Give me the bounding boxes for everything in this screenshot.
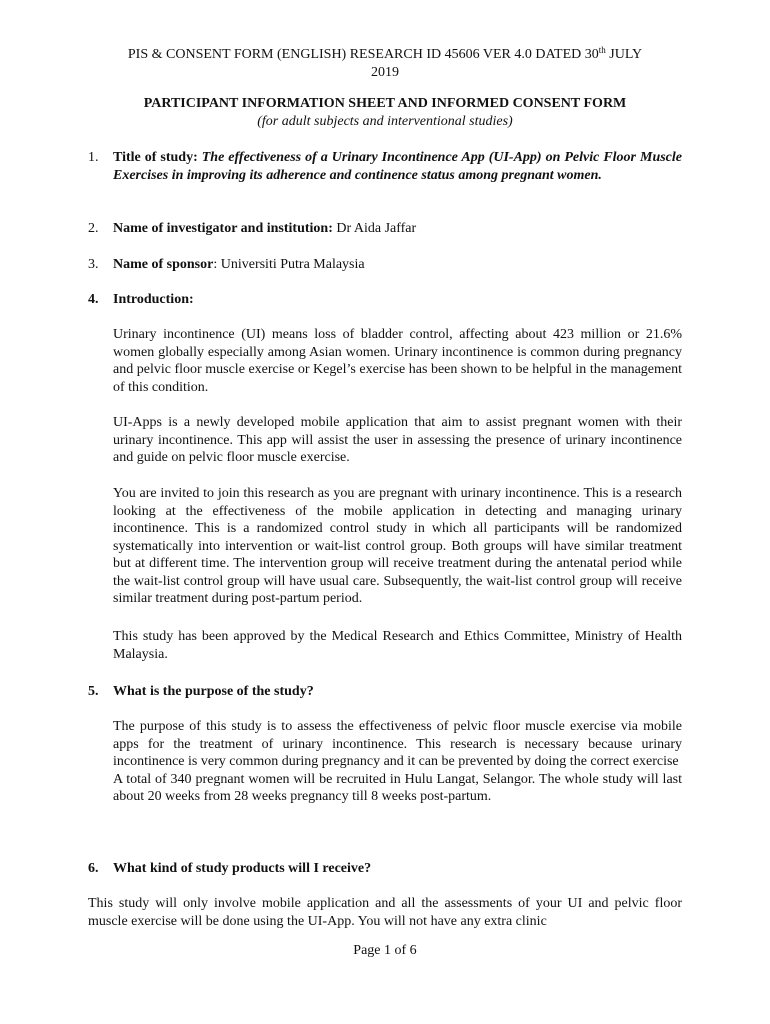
section-sponsor	[88, 256, 682, 274]
header-line1-text: PIS & CONSENT FORM (ENGLISH) RESEARCH ID 45606 VER 4.0 DATED 30	[127, 47, 599, 62]
section-body	[113, 220, 682, 238]
introduction-paragraph: Urinary incontinence (UI) means loss of bladder control, affecting about 423 million or 21.6% women globally especially among Asian women. Urinary incontinence is common during pregnancy and pelvic floor muscle exercise or Kegel’s exercise has been shown to be helpful in the management of this condition.	[113, 327, 682, 395]
section-number: 1.	[88, 150, 99, 165]
investigator-label: Name of investigator and institution:	[113, 221, 333, 236]
header-line2: 2019	[371, 65, 399, 80]
header-line1-end: JULY	[605, 47, 643, 62]
section-number: 6.	[88, 861, 99, 876]
section-number: 3.	[88, 257, 99, 272]
purpose-paragraph: The purpose of this study is to assess the effectiveness of pelvic floor muscle exercise via mobile apps for the treatment of urinary incontinence. This research is necessary because urinary incontinence is very common during pregnancy and it can be prevented by doing the correct exercise	[113, 719, 682, 769]
study-title-label: Title of study:	[113, 150, 198, 165]
header-superscript: th	[598, 45, 606, 55]
introduction-paragraph: UI-Apps is a newly developed mobile application that aim to assist pregnant women with their urinary incontinence. This app will assist the user in assessing the presence of urinary incontinence and guide on pelvic floor muscle exercise.	[113, 415, 682, 465]
products-paragraph: This study will only involve mobile application and all the assessments of your UI and pelvic floor muscle exercise will be done using the UI-App. You will not have any extra clinic	[88, 896, 682, 929]
section-study-title	[88, 149, 682, 184]
sponsor-value: : Universiti Putra Malaysia	[213, 257, 365, 272]
section-body	[113, 149, 682, 184]
introduction-paragraph: You are invited to join this research as you are pregnant with urinary incontinence. This is a research looking at the effectiveness of the mobile application in detecting and managing urinary incontinence. This is a randomized control study in which all participants will be randomized systematically into intervention or wait-list control group. Both groups will have similar treatment but at different time. The intervention group will receive treatment during the antenatal period while the wait-list control group will have usual care. Subsequently, the wait-list control group will receive similar treatment during post-partum period.	[113, 486, 682, 606]
investigator-value: Dr Aida Jaffar	[336, 221, 417, 236]
study-title-value: The effectiveness of a Urinary Incontinence App (UI-App) on Pelvic Floor Muscle Exercises in improving its adherence and continence status among pregnant women.	[113, 150, 683, 183]
products-heading: What kind of study products will I receive?	[113, 861, 372, 876]
section-introduction-heading	[88, 291, 682, 309]
section-body	[113, 256, 682, 274]
purpose-paragraph: A total of 340 pregnant women will be recruited in Hulu Langat, Selangor. The whole study will last about 20 weeks from 28 weeks pregnancy till 8 weeks post-partum.	[113, 771, 682, 804]
section-purpose-heading	[88, 683, 682, 701]
sponsor-label: Name of sponsor	[113, 257, 214, 272]
introduction-paragraph: This study has been approved by the Medical Research and Ethics Committee, Ministry of Health Malaysia.	[113, 629, 682, 662]
introduction-heading: Introduction:	[113, 292, 194, 307]
purpose-text	[113, 718, 682, 806]
section-number: 2.	[88, 221, 99, 236]
section-investigator	[88, 220, 682, 238]
section-products-heading	[88, 860, 682, 878]
section-number: 5.	[88, 684, 99, 699]
purpose-heading: What is the purpose of the study?	[113, 684, 314, 699]
page-number-footer: Page 1 of 6	[353, 943, 417, 958]
page-title: PARTICIPANT INFORMATION SHEET AND INFORMED CONSENT FORM	[143, 96, 627, 111]
document-header	[88, 46, 682, 82]
section-number: 4.	[88, 292, 99, 307]
page-subtitle: (for adult subjects and interventional studies)	[257, 114, 513, 129]
